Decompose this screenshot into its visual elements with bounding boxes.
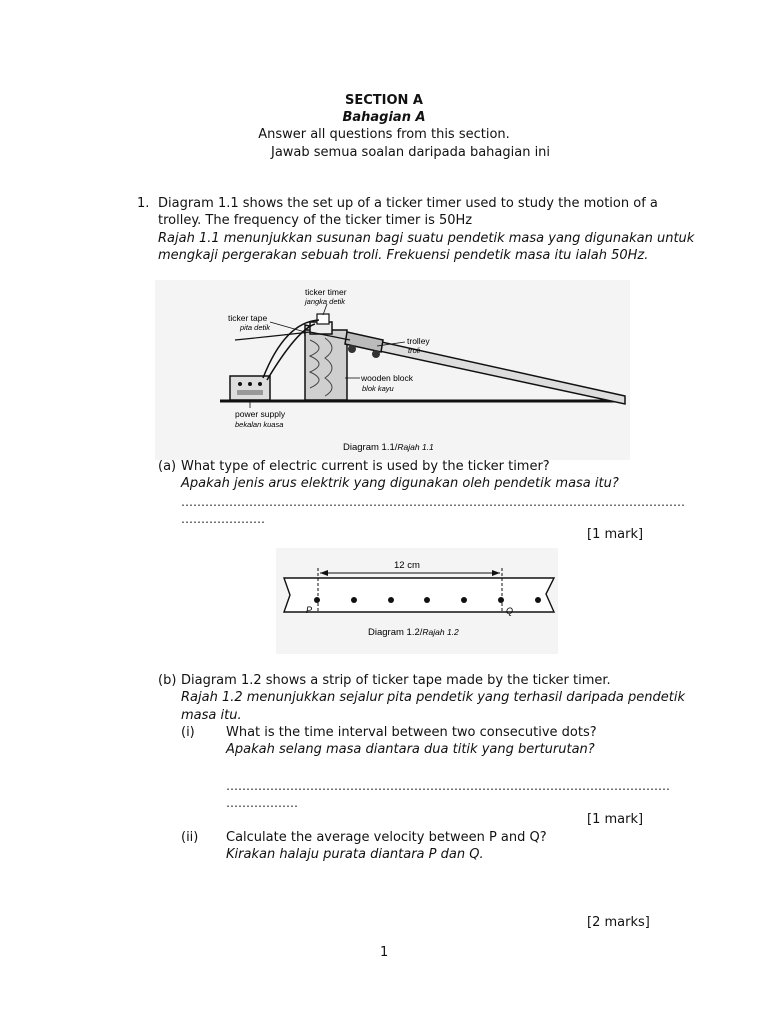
part-b-intro-ms-line2: masa itu.	[181, 708, 242, 723]
part-a-question: What type of electric current is used by the ticker timer?	[181, 459, 550, 474]
part-b-label: (b)	[158, 673, 177, 688]
part-b-i-question: What is the time interval between two consecutive dots?	[226, 725, 597, 740]
tape-dot	[388, 597, 394, 603]
label-power-supply: power supply	[235, 409, 286, 419]
part-b-i-label: (i)	[181, 725, 195, 740]
tape-dot	[535, 597, 541, 603]
part-b-intro: Diagram 1.2 shows a strip of ticker tape made by the ticker timer.	[181, 673, 611, 688]
label-trolley-ms: troli	[408, 346, 421, 355]
question-intro-ms-line1: Rajah 1.1 menunjukkan susunan bagi suatu pendetik masa yang digunakan untuk	[158, 231, 695, 246]
question-number: 1.	[137, 196, 150, 211]
point-p-label: P	[306, 605, 313, 615]
part-b-intro-ms-line1: Rajah 1.2 menunjukkan sejalur pita pendetik yang terhasil daripada pendetik	[181, 690, 686, 705]
question-intro-ms-line2: mengkaji pergerakan sebuah troli. Frekuensi pendetik masa itu ialah 50Hz.	[158, 248, 649, 263]
label-trolley: trolley	[407, 336, 430, 346]
distance-label: 12 cm	[394, 560, 420, 571]
part-a-marks: [1 mark]	[587, 527, 644, 542]
part-a-answer-line2[interactable]: …………………	[181, 512, 265, 526]
part-b-i-question-ms: Apakah selang masa diantara dua titik yang berturutan?	[226, 742, 595, 757]
tape-dot	[351, 597, 357, 603]
part-b-i-answer-line2[interactable]: ………………	[226, 796, 298, 810]
label-wooden-block-ms: blok kayu	[362, 384, 394, 393]
diagram-1-1	[155, 280, 630, 460]
part-b-ii-question: Calculate the average velocity between P and Q?	[226, 830, 547, 845]
section-instruction: Answer all questions from this section.	[258, 127, 510, 142]
question-intro-line2: trolley. The frequency of the ticker timer is 50Hz	[158, 213, 473, 228]
part-b-ii-marks: [2 marks]	[587, 915, 650, 930]
part-b-ii-question-ms: Kirakan halaju purata diantara P dan Q.	[226, 847, 484, 862]
tape-dot	[314, 597, 320, 603]
part-b-ii-label: (ii)	[181, 830, 199, 845]
question-intro-line1: Diagram 1.1 shows the set up of a ticker timer used to study the motion of a	[158, 196, 658, 211]
label-wooden-block: wooden block	[361, 373, 413, 383]
diagram-1-2	[276, 548, 558, 654]
label-ticker-timer-ms: jangka detik	[305, 297, 346, 306]
point-q-label: Q	[506, 606, 514, 616]
tape-dot	[424, 597, 430, 603]
section-title: SECTION A	[344, 93, 423, 108]
label-power-supply-ms: bekalan kuasa	[235, 420, 284, 429]
diagram-1-1-caption: Diagram 1.1/Rajah 1.1	[343, 442, 434, 453]
label-ticker-tape: ticker tape	[228, 313, 268, 323]
page-number: 1	[380, 945, 389, 960]
part-a-label: (a)	[158, 459, 177, 474]
label-ticker-tape-ms: pita detik	[240, 323, 271, 332]
label-ticker-timer: ticker timer	[305, 287, 347, 297]
part-a-question-ms: Apakah jenis arus elektrik yang digunakan oleh pendetik masa itu?	[181, 476, 619, 491]
section-title-ms: Bahagian A	[342, 110, 426, 125]
diagram-1-2-caption: Diagram 1.2/Rajah 1.2	[368, 627, 459, 638]
tape-dot	[461, 597, 467, 603]
tape-dot	[498, 597, 504, 603]
part-b-i-answer-line1[interactable]: …………………………………………………………………………………………………	[226, 779, 670, 793]
part-a-answer-line1[interactable]: ………………………………………………………………………………………………………………	[181, 495, 685, 509]
part-b-i-marks: [1 mark]	[587, 812, 644, 827]
section-instruction-ms: Jawab semua soalan daripada bahagian ini	[271, 145, 551, 160]
